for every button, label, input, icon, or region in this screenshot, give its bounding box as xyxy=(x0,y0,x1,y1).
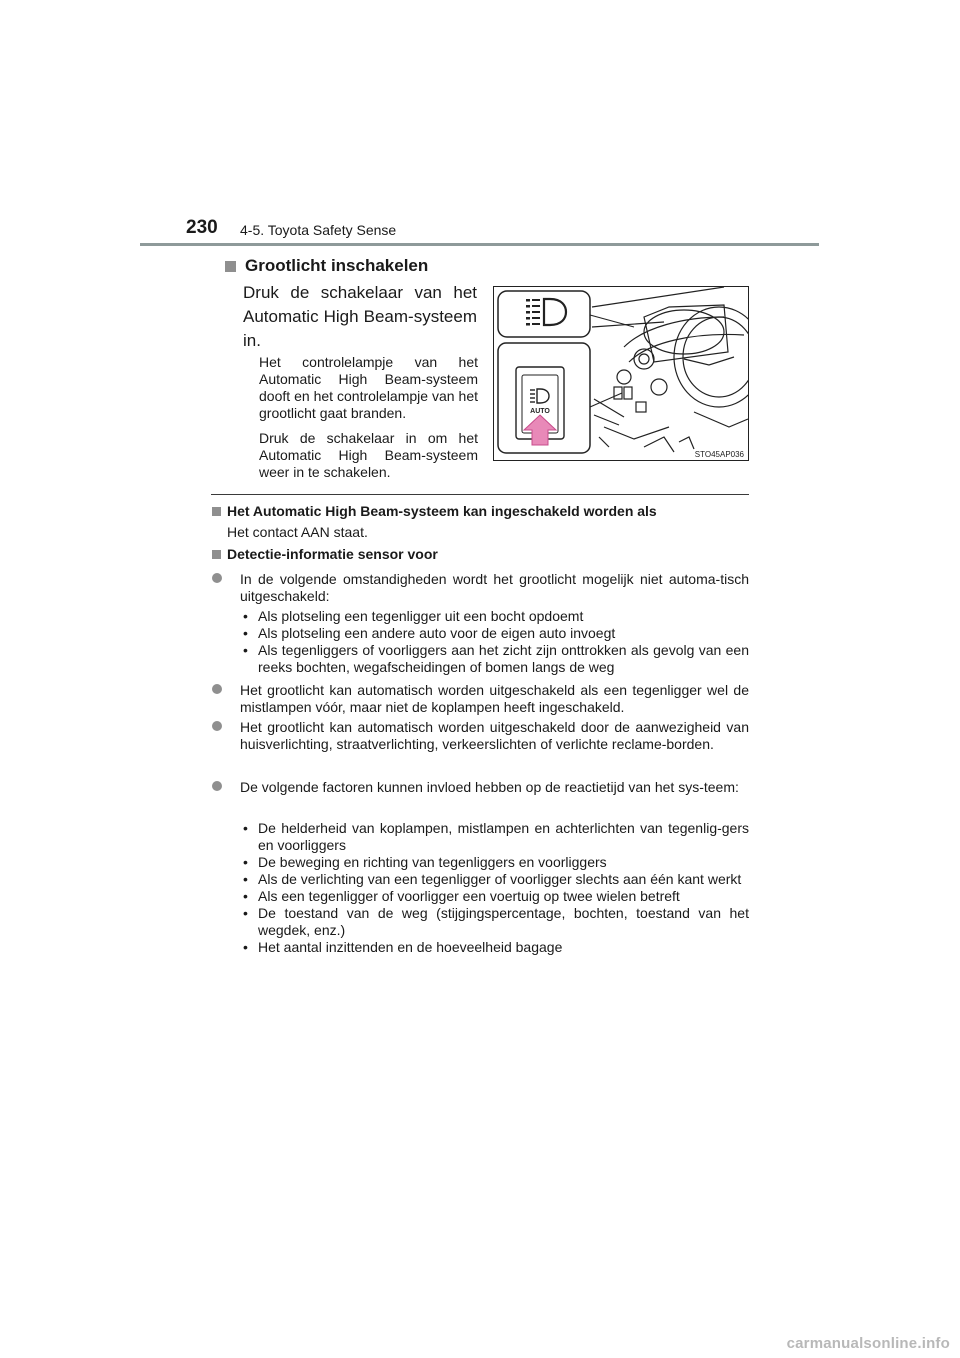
section-divider xyxy=(211,494,749,495)
square-bullet-icon xyxy=(212,507,221,516)
figure-code: STO45AP036 xyxy=(694,450,744,459)
dashboard-figure xyxy=(493,286,749,461)
square-bullet-icon xyxy=(212,550,221,559)
circle-bullet-icon xyxy=(212,721,222,731)
info-heading-activation xyxy=(212,503,657,519)
list-item-text: De volgende factoren kunnen invloed hebben op de reactietijd van het sys-teem: xyxy=(240,779,739,795)
note-indicator: Het controlelampje van het Automatic High Beam-systeem dooft en het controlelampje van het grootlicht gaat branden. xyxy=(259,354,478,421)
info-text-ignition: Het contact AAN staat. xyxy=(227,524,368,540)
circle-list-item xyxy=(212,779,749,796)
list-item: • Als een tegenligger of voorligger een voertuig op twee wielen betreft xyxy=(243,888,749,905)
list-item: • Als plotseling een andere auto voor de eigen auto invoegt xyxy=(243,625,749,642)
auto-switch-callout xyxy=(498,343,590,453)
main-heading xyxy=(225,256,428,276)
list-item-text: Het grootlicht kan automatisch worden uitgeschakeld door de aanwezigheid van huisverlichting, straatverlichting, verkeerslichten of verlichte reclame-borden. xyxy=(240,719,749,752)
auto-label: AUTO xyxy=(530,408,550,415)
list-item: • Als tegenliggers of voorliggers aan het zicht zijn onttrokken als gevolg van een reeks bochten, wegafscheidingen of bomen langs de weg xyxy=(243,642,749,676)
circle-bullet-icon xyxy=(212,684,222,694)
list-item: • De beweging en richting van tegenliggers en voorliggers xyxy=(243,854,749,871)
page-number: 230 xyxy=(186,217,218,238)
list-item-text: Het grootlicht kan automatisch worden uitgeschakeld als een tegenligger wel de mistlampen vóór, maar niet de koplampen heeft ingeschakeld. xyxy=(240,682,749,715)
bullet-list xyxy=(243,608,749,676)
info-heading-sensor-text: Detectie-informatie sensor voor xyxy=(227,546,438,562)
watermark: carmanualsonline.info xyxy=(786,1335,950,1352)
list-item-text: In de volgende omstandigheden wordt het grootlicht mogelijk niet automa-tisch uitgeschakeld: xyxy=(240,571,749,604)
circle-bullet-icon xyxy=(212,573,222,583)
list-item: • Als plotseling een tegenligger uit een bocht opdoemt xyxy=(243,608,749,625)
list-item: • Als de verlichting van een tegenligger of voorligger slechts aan één kant werkt xyxy=(243,871,749,888)
headlight-indicator-callout xyxy=(498,291,590,337)
circle-list-item xyxy=(212,571,749,605)
note-reenable: Druk de schakelaar in om het Automatic High Beam-systeem weer in te schakelen. xyxy=(259,430,478,480)
dashboard-illustration xyxy=(494,287,748,460)
list-item: • De helderheid van koplampen, mistlampen en achterlichten van tegenlig-gers en voorliggers xyxy=(243,820,749,854)
header-rule xyxy=(140,243,819,246)
bullet-list xyxy=(243,820,749,956)
intro-instruction: Druk de schakelaar van het Automatic High Beam-systeem in. xyxy=(243,283,477,350)
circle-bullet-icon xyxy=(212,781,222,791)
info-heading-activation-text: Het Automatic High Beam-systeem kan ingeschakeld worden als xyxy=(227,503,657,519)
circle-list-item xyxy=(212,682,749,716)
circle-list-item xyxy=(212,719,749,753)
list-item: • De toestand van de weg (stijgingspercentage, bochten, toestand van het wegdek, enz.) xyxy=(243,905,749,939)
main-heading-text: Grootlicht inschakelen xyxy=(245,256,429,275)
list-item: • Het aantal inzittenden en de hoeveelheid bagage xyxy=(243,939,749,956)
info-heading-sensor xyxy=(212,546,438,562)
section-title: 4-5. Toyota Safety Sense xyxy=(240,222,397,238)
dashboard-lines xyxy=(592,287,748,452)
square-bullet-icon xyxy=(225,261,236,272)
